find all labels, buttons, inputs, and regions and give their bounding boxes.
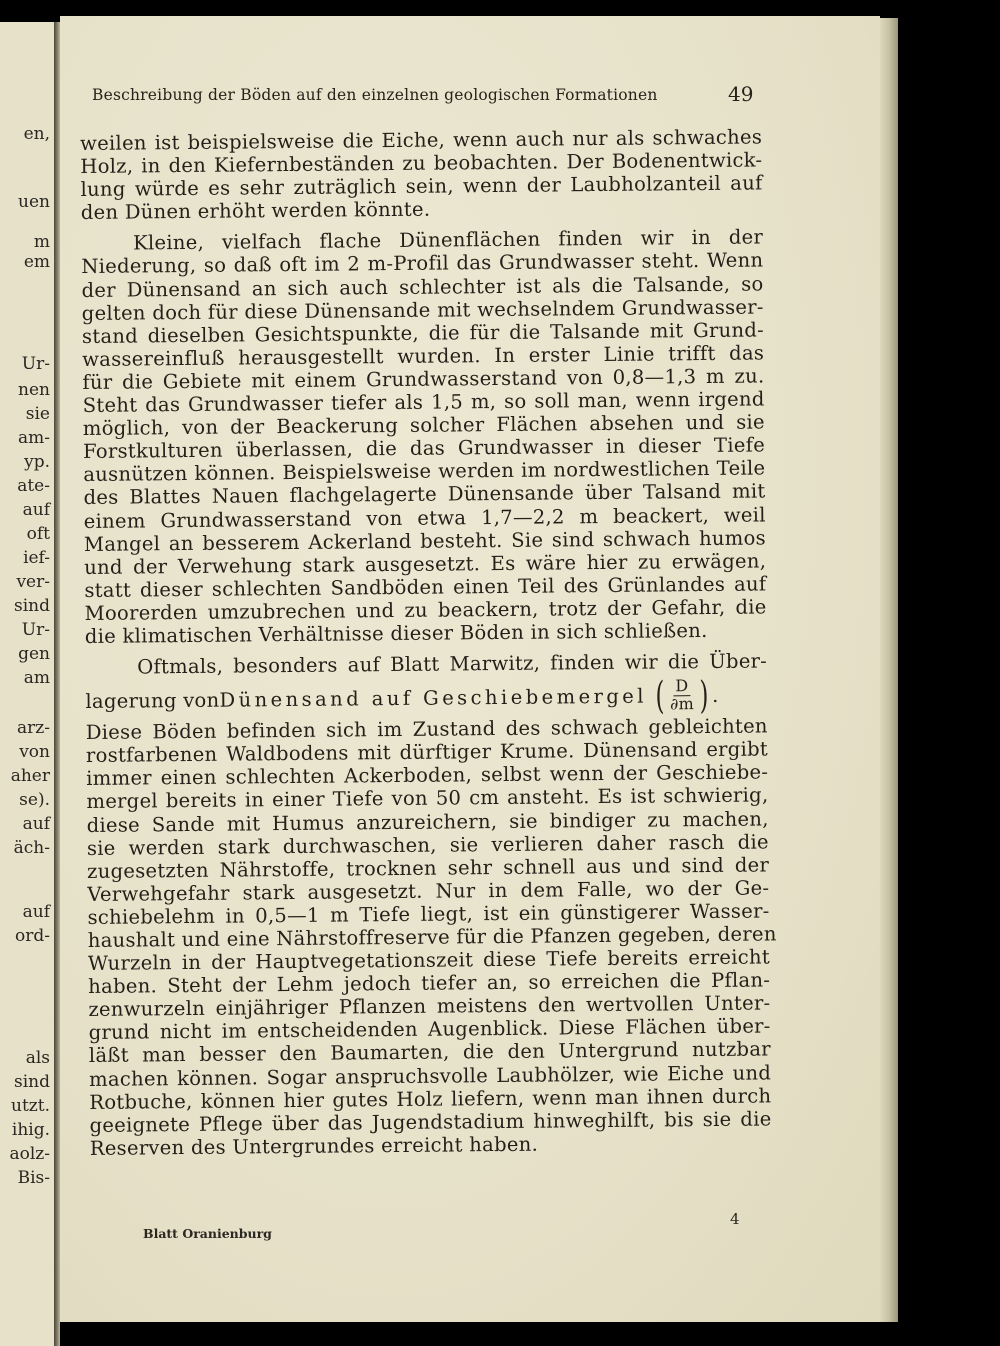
facing-page-text-fragment: ihig. xyxy=(11,1120,50,1140)
text-line: haben. Steht der Lehm jedoch tiefer an, so erreichen die Pflan- xyxy=(88,968,771,999)
running-head: Beschreibung der Böden auf den einzelnen geologischen Formationen xyxy=(92,86,658,104)
paragraph-2 xyxy=(81,226,767,648)
facing-page-text-fragment: m xyxy=(33,232,50,252)
facing-page-text-fragment: ver- xyxy=(16,572,50,592)
facing-page-text-fragment: Ur- xyxy=(21,354,50,374)
text-line: sie werden stark durchwaschen, sie verlieren daher rasch die xyxy=(86,830,769,860)
facing-page-text-fragment: am- xyxy=(18,428,50,448)
signature-mark: 4 xyxy=(730,1210,740,1228)
text-line: diese Sande mit Humus anzureichern, sie bindiger zu machen, xyxy=(86,806,769,837)
text-line: die klimatischen Verhältnisse dieser Böden in sich schließen. xyxy=(84,618,708,648)
text-line: lung würde es sehr zuträglich sein, wenn der Laubholzanteil auf xyxy=(80,171,763,202)
text-line: haushalt und eine Nährstoffreserve für die Pfanzen gegeben, deren xyxy=(87,922,777,952)
facing-page-text-fragment: arz- xyxy=(17,718,50,738)
spaced-emphasis: Dünensand auf Geschiebemergel xyxy=(219,684,648,712)
formula-prefix: lagerung von xyxy=(85,688,220,713)
text-line: zenwurzeln einjähriger Pflanzen meistens den wertvollen Unter- xyxy=(88,991,771,1022)
facing-page-text-fragment: von xyxy=(19,742,50,762)
paragraph-1 xyxy=(80,125,763,224)
text-line: zugesetzten Nährstoffe, trocknen sehr schnell aus und sind der xyxy=(86,853,770,883)
facing-page-text-fragment: oft xyxy=(26,524,50,544)
facing-page-text-fragment: aolz- xyxy=(9,1144,50,1164)
facing-page-text-fragment: aher xyxy=(10,766,50,786)
text-line: schiebelehm in 0,5—1 m Tiefe liegt, ist ein günstigerer Wasser- xyxy=(87,899,770,929)
facing-page-text-fragment: Ur- xyxy=(21,620,50,640)
text-line: Reserven des Untergrundes erreicht haben. xyxy=(89,1132,539,1160)
close-paren: ) xyxy=(698,673,709,718)
text-line: statt dieser schlechten Sandböden einen Teil des Grünlandes auf xyxy=(84,572,767,602)
facing-page-text-fragment: auf xyxy=(22,814,50,834)
text-line: Holz, in den Kiefernbeständen zu beobachten. Der Bodenentwick- xyxy=(80,148,763,179)
text-line: Forstkulturen überlassen, die das Grundwasser in dieser Tiefe xyxy=(82,433,766,464)
text-line: Moorerden umzubrechen und zu beackern, trotz der Gefahr, die xyxy=(84,595,767,625)
text-line: Kleine, vielfach flache Dünenflächen finden wir in der xyxy=(132,225,764,255)
facing-page-text-fragment: auf xyxy=(22,500,50,520)
facing-page-text-fragment: uen xyxy=(18,192,50,212)
page-number: 49 xyxy=(728,82,754,106)
text-line: stand dieselben Gesichtspunkte, die für die Talsande mit Grund- xyxy=(81,318,765,348)
fraction-numerator: D xyxy=(673,678,690,696)
text-line: weilen ist beispielsweise die Eiche, wenn auch nur als schwaches xyxy=(80,125,763,155)
text-line: den Dünen erhöht werden könnte. xyxy=(80,197,431,225)
facing-page-text-fragment: ate- xyxy=(17,476,50,496)
facing-page-text-fragment: auf xyxy=(22,902,50,922)
formula-line xyxy=(85,675,767,722)
text-line: einem Grundwasserstand von etwa 1,7—2,2 m beackert, weil xyxy=(83,502,766,533)
formula-suffix: . xyxy=(711,683,719,707)
text-line: Niederung, so daß oft im 2 m-Profil das Grundwasser steht. Wenn xyxy=(81,248,764,279)
text-line: der Dünensand an sich auch schlechter ist als die Talsande, so xyxy=(81,272,764,302)
facing-page-text-fragment: em xyxy=(23,252,50,272)
text-line: Verwehgefahr stark ausgesetzt. Nur in dem Falle, wo der Ge- xyxy=(87,876,770,906)
text-line: und der Verwehung stark ausgesetzt. Es wäre hier zu erwägen, xyxy=(84,549,767,579)
facing-page-text-fragment: en, xyxy=(23,124,50,144)
text-line: Rotbuche, können hier gutes Holz liefern, wenn man ihnen durch xyxy=(89,1084,772,1114)
facing-page-text-fragment: Bis- xyxy=(17,1168,50,1188)
page-edge xyxy=(880,18,898,1322)
facing-page-text-fragment: sind xyxy=(14,1072,50,1092)
facing-page-text-fragment: ord- xyxy=(15,926,50,946)
facing-page-fragment xyxy=(0,22,54,1346)
text-line: Oftmals, besonders auf Blatt Marwitz, finden wir die Über- xyxy=(137,649,768,679)
text-line: geeignete Pflege über das Jugendstadium hinweghilft, bis sie die xyxy=(89,1107,772,1137)
facing-page-text-fragment: se). xyxy=(19,790,50,810)
sheet-footer: Blatt Oranienburg xyxy=(143,1226,272,1241)
fraction xyxy=(668,678,696,713)
facing-page-text-fragment: als xyxy=(25,1048,50,1068)
text-line: Wurzeln in der Hauptvegetationszeit diese Tiefe bereits erreicht xyxy=(87,945,771,976)
facing-page-text-fragment: utzt. xyxy=(11,1096,50,1116)
facing-page-text-fragment: ief- xyxy=(23,548,50,568)
text-line: rostfarbenen Waldbodens mit dürftiger Krume. Dünensand ergibt xyxy=(85,737,769,768)
text-line: möglich, von der Beackerung solcher Flächen absehen und sie xyxy=(82,410,765,441)
facing-page-text-fragment: nen xyxy=(18,380,50,400)
text-line: mergel bereits in einer Tiefe von 50 cm ansteht. Es ist schwierig, xyxy=(86,783,769,814)
facing-page-text-fragment: sind xyxy=(14,596,50,616)
paragraph-3 xyxy=(85,649,777,1160)
soil-formula xyxy=(653,673,719,718)
facing-page-text-fragment: yp. xyxy=(24,452,50,472)
text-line: Steht das Grundwasser tiefer als 1,5 m, so soll man, wenn irgend xyxy=(82,387,765,418)
fraction-denominator: ∂m xyxy=(669,693,695,714)
body-text xyxy=(80,125,777,1160)
facing-page-text-fragment: am xyxy=(23,668,50,688)
text-line: Diese Böden befinden sich im Zustand des schwach gebleichten xyxy=(85,714,768,745)
text-line: ausnützen können. Beispielsweise werden im nordwestlichen Teile xyxy=(83,456,766,487)
facing-page-text-fragment: gen xyxy=(18,644,50,664)
text-line: immer einen schlechten Ackerboden, selbst wenn der Geschiebe- xyxy=(86,760,769,791)
open-paren: ( xyxy=(655,673,666,718)
text-line: für die Gebiete mit einem Grundwasserstand von 0,8—1,3 m zu. xyxy=(82,364,765,394)
text-line: grund nicht im entscheidenden Augenblick. Diese Flächen über- xyxy=(88,1014,771,1045)
text-line: läßt man besser den Baumarten, die den Untergrund nutzbar xyxy=(88,1037,771,1068)
facing-page-text-fragment: sie xyxy=(25,404,50,424)
facing-page-text-fragment: äch- xyxy=(13,838,50,858)
text-line: wassereinfluß herausgestellt wurden. In erster Linie trifft das xyxy=(82,341,765,371)
text-line: machen können. Sogar anspruchsvolle Laubhölzer, wie Eiche und xyxy=(88,1060,772,1091)
text-line: Mangel an besserem Ackerland besteht. Sie sind schwach humos xyxy=(83,526,767,556)
text-line: des Blattes Nauen flachgelagerte Dünensande über Talsand mit xyxy=(83,479,766,510)
text-line: gelten doch für diese Dünensande mit wechselndem Grundwasser- xyxy=(81,295,764,325)
